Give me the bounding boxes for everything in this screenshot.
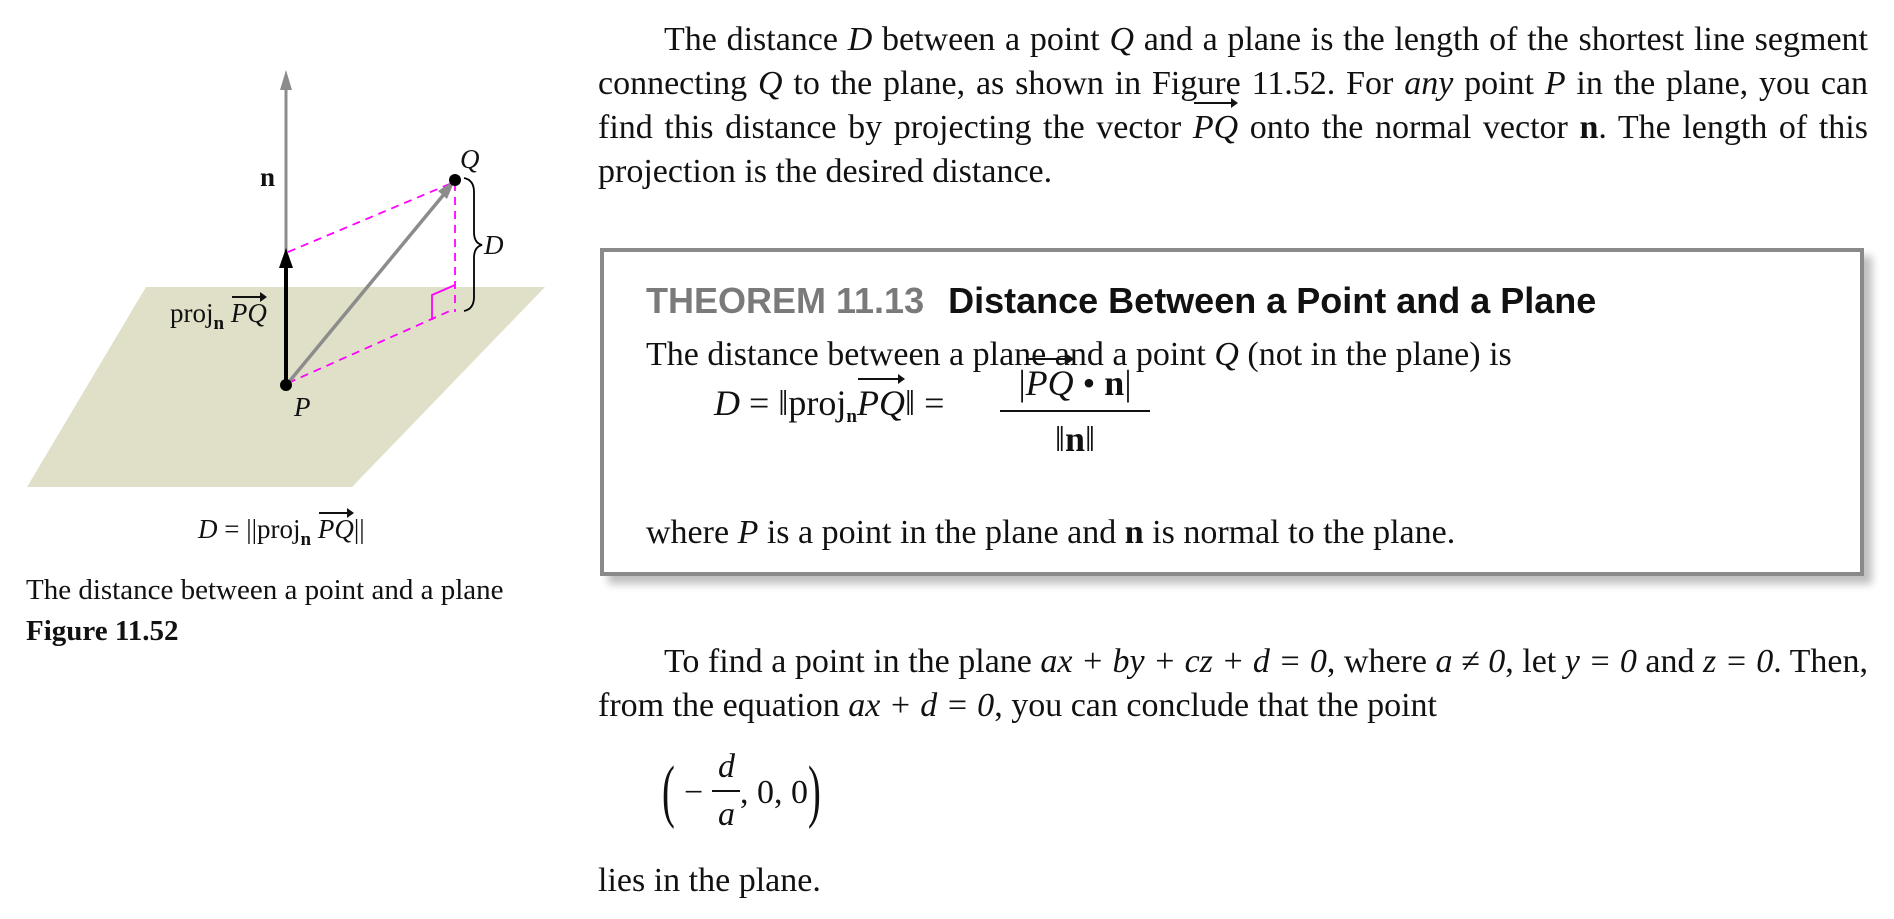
fig-eq-proj: proj	[257, 514, 301, 544]
point-rest: , 0, 0	[740, 774, 808, 811]
num-bar-right: |	[1124, 363, 1132, 403]
formula-sub-n: n	[846, 406, 857, 427]
thm-var-n: n	[1124, 514, 1144, 551]
p1-text-7: onto the normal vector	[1238, 109, 1580, 146]
p2-text-3: , let	[1505, 643, 1565, 680]
label-p: P	[294, 392, 311, 422]
formula-eq2: ‖ =	[905, 383, 945, 423]
fig-eq-bar-left: ||	[246, 514, 258, 544]
fig-eq-vector: PQ	[317, 514, 354, 544]
den-n: n	[1064, 419, 1086, 459]
formula-proj: proj	[788, 383, 847, 423]
p1-text-5: point	[1453, 65, 1545, 102]
point-paren-right: )	[808, 753, 821, 830]
thm-var-p: P	[737, 514, 759, 551]
p1-var-q2: Q	[758, 65, 783, 102]
fraction-denominator	[1000, 410, 1150, 460]
theorem-box	[600, 248, 1864, 576]
p1-vector-pq: PQ	[1193, 106, 1238, 150]
thm-where-3: is normal to the plane.	[1143, 514, 1456, 551]
paragraph-conclusion: lies in the plane.	[598, 862, 821, 899]
p2-condition: a ≠ 0	[1435, 643, 1506, 680]
thm-where-1: where	[646, 514, 738, 551]
point-fraction-bar	[712, 790, 740, 792]
p1-text-6: in the plane, you can find this distance by projecting the vector	[598, 65, 1869, 146]
label-proj-text: proj	[170, 298, 214, 328]
den-bar-left: ‖	[1054, 419, 1065, 459]
thm-var-q: Q	[1214, 336, 1239, 373]
normal-arrowhead	[280, 70, 292, 90]
theorem-number: THEOREM 11.13	[646, 280, 925, 321]
p1-vector-n: n	[1579, 109, 1599, 146]
figure-equation	[198, 514, 365, 550]
p1-var-p: P	[1544, 65, 1566, 102]
fig-eq-sub: n	[300, 529, 312, 550]
formula-d: D	[714, 383, 740, 423]
p1-var-q: Q	[1109, 21, 1135, 58]
figure-diagram	[0, 0, 600, 560]
num-vector-pq: PQ	[1025, 363, 1074, 403]
p2-text-2: , where	[1326, 643, 1436, 680]
p2-z-zero: z = 0	[1702, 643, 1774, 680]
point-minus: −	[684, 774, 704, 811]
p1-text-2: between a point	[872, 21, 1110, 58]
p2-text-1: To find a point in the plane	[664, 643, 1041, 680]
fraction-numerator	[1000, 362, 1150, 410]
point-paren-left: (	[662, 753, 675, 830]
p2-plane-equation: ax + by + cz + d = 0	[1040, 643, 1327, 680]
theorem-fraction	[1000, 362, 1150, 460]
fig-eq-bar-right: ||	[353, 514, 365, 544]
p2-text-5: . Then, from the equation	[598, 643, 1868, 724]
point-p-dot	[280, 379, 292, 391]
thm-stmt-1: The distance between a plane and a point	[646, 336, 1215, 373]
theorem-where	[646, 514, 1455, 552]
label-n: n	[260, 162, 276, 192]
point-fraction-numerator: d	[718, 748, 735, 785]
num-n: n	[1104, 363, 1125, 403]
caption-text: The distance between a point and a plane	[26, 574, 504, 606]
p2-text-4: and	[1636, 643, 1703, 680]
p1-text-1: The distance	[664, 21, 848, 58]
theorem-formula-lhs	[714, 382, 945, 427]
figure-caption	[26, 570, 566, 652]
label-proj-sub: n	[213, 313, 225, 334]
num-dot: •	[1073, 363, 1105, 403]
p1-text-3: and a plane is the length of the shortest line segment connecting	[598, 21, 1868, 102]
num-bar-left: |	[1018, 363, 1026, 403]
label-proj-pq	[170, 298, 267, 334]
formula-eq1: = ‖	[740, 383, 789, 423]
fig-eq-d: D	[198, 514, 218, 544]
p1-word-any: any	[1404, 65, 1454, 102]
label-d: D	[484, 230, 504, 260]
theorem-heading	[646, 280, 1596, 322]
figure-number: Figure 11.52	[26, 615, 179, 647]
paragraph-find-point	[598, 640, 1868, 728]
p2-y-zero: y = 0	[1564, 643, 1637, 680]
fig-eq-sign: =	[224, 514, 240, 544]
den-bar-right: ‖	[1085, 419, 1096, 459]
label-q: Q	[460, 144, 480, 174]
p2-equation-2: ax + d = 0	[848, 687, 995, 724]
paragraph-intro	[598, 18, 1868, 194]
dashed-top-line	[288, 183, 452, 252]
point-q-dot	[449, 174, 461, 186]
p2-text-6: , you can conclude that the point	[994, 687, 1438, 724]
p1-text-8: . The length of this projection is the desired distance.	[598, 109, 1868, 190]
point-fraction-denominator: a	[718, 796, 735, 833]
formula-vector-pq: PQ	[857, 383, 905, 423]
thm-where-2: is a point in the plane and	[758, 514, 1125, 551]
p1-text-4: to the plane, as shown in Figure 11.52. For	[782, 65, 1405, 102]
theorem-title: Distance Between a Point and a Plane	[948, 280, 1597, 321]
thm-stmt-2: (not in the plane) is	[1238, 336, 1512, 373]
figure-11-52	[0, 0, 600, 919]
p1-var-d: D	[847, 21, 873, 58]
label-proj-vector: PQ	[230, 298, 267, 328]
